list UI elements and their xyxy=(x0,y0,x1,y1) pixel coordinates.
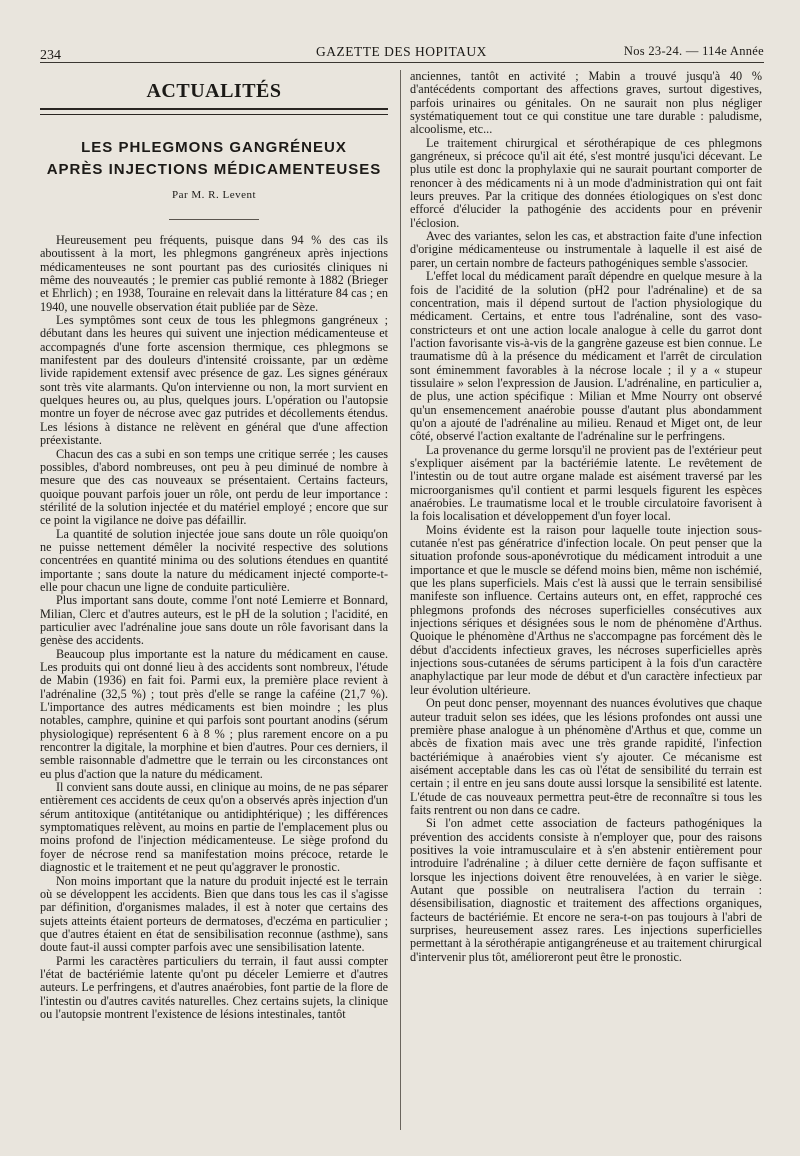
journal-title: GAZETTE DES HOPITAUX xyxy=(316,44,487,59)
section-rule xyxy=(40,108,388,115)
paragraph: anciennes, tantôt en activité ; Mabin a trouvé jusqu'à 40 % d'antécédents comportant des affections graves, surtout digestives, parfois urinaires ou génitales. On ne saurait non plus négliger systématiquement tout ce qui constitue une tare durable : paludisme, alcoolisme, etc... xyxy=(410,69,762,137)
left-column-text xyxy=(40,234,388,1021)
paragraph: Beaucoup plus importante est la nature du médicament en cause. Les produits qui ont donné lieu à des accidents sont nombreux, l'étude de Mabin (1936) en fait foi. Parmi eux, la première place revient à l'adrénaline (32,5 %) ; tout près d'elle se range la caféine (21,7 %). L'importance des autres médicaments est bien moindre ; les plus notables, camphre, quinine et qui parfois sont pourtant anodins (sérum physiologique) représentent 6 à 8 % ; plus rarement encore on a pu rencontrer la digitale, la morphine et bien d'autres. Pour ces derniers, il semble raisonnable d'admettre que le terrain ou les circonstances ont eu plus d'action que la nature du médicament. xyxy=(40,646,388,781)
article-title-line-2: APRÈS INJECTIONS MÉDICAMENTEUSES xyxy=(46,161,382,178)
paragraph: Plus important sans doute, comme l'ont noté Lemierre et Bonnard, Milian, Clerc et d'autres auteurs, est le pH de la solution ; l'acidité, en particulier avec l'adrénaline joue sans doute un rôle favorisant dans la genèse des accidents. xyxy=(40,593,388,648)
paragraph: Heureusement peu fréquents, puisque dans 94 % des cas ils aboutissent à la mort, les phlegmons gangréneux après injections médicamenteuses ne sont pourtant pas des curiosités cliniques ni même des nouveautés ; le premier cas publié remonte à 1882 (Brieger et Ehrlich) ; en 1938, Touraine en relevait dans la littérature 84 cas ; en 1940, une nouvelle observation était publiée par de Sèze. xyxy=(40,233,388,314)
section-title: ACTUALITÉS xyxy=(146,80,282,102)
paragraph: La provenance du germe lorsqu'il ne provient pas de l'extérieur peut s'expliquer aisément par la bactériémie latente. Le revêtement de l'intestin ou de tout autre organe malade est aisément traversé par les microorganismes qu'il contient et parmi lesquels figurent les espèces anaérobies. Le traumatisme local et le trouble circulatoire favorisent à la fois localisation et développement d'un foyer local. xyxy=(410,442,762,524)
header-rule xyxy=(40,62,764,63)
page-number: 234 xyxy=(40,48,61,63)
paragraph: La quantité de solution injectée joue sans doute un rôle quoiqu'on ne puisse nettement démêler la nocivité respective des solutions concentrées en quantité minima ou des solutions étendues en quantité importante ; sans doute la nature du médicament injecté comporte-t-elle pour chacun une ligne de conduite particulière. xyxy=(40,526,388,594)
paragraph: Il convient sans doute aussi, en clinique au moins, de ne pas séparer entièrement ces accidents de ceux qu'on a observés après injection d'un sérum antitoxique (antitétanique ou antidiphtérique) ; les différences symptomatiques relèvent, au moins en partie de l'emplacement plus ou moins profond de l'injection médicamenteuse. Le siège profond du foyer de nécrose rend sa manifestation moins précoce, retarde le diagnostic et le traitement et ne peut qu'aggraver le pronostic. xyxy=(40,780,388,875)
issue-info: Nos 23-24. — 114e Année xyxy=(623,44,764,58)
paragraph: Le traitement chirurgical et sérothérapique de ces phlegmons gangréneux, si précoce qu'il ait été, s'est montré jusqu'ici décevant. Le plus utile est donc la prophylaxie qui ne saurait pourtant comporter de renoncer à des médicaments ni à un mode d'administration qui ont fait leurs preuves. Par la critique des données étiologiques on s'est donc efforcé d'élucider la pathogénie des accidents pour en prévenir l'éclosion. xyxy=(410,135,762,230)
left-column xyxy=(40,70,388,1021)
paragraph: Si l'on admet cette association de facteurs pathogéniques la prévention des accidents consiste à n'employer que, pour des raisons positives la voie intramusculaire et à s'en abstenir entièrement pour introduire l'adrénaline ; à diluer cette dernière de façon suffisante et lorsque les injections doivent être renouvelées, à en varier le siège. Autant que possible on neutralisera l'action du terrain : désensibilisation, diagnostic et traitement des affections organiques, facteurs de bactériémie. Et encore ne sera-t-on pas toujours à l'abri de surprises, heureusement assez rares. Les injections superficielles permettant à la sérothérapie antigangréneuse et au traitement chirurgical d'intervenir plus tôt, amélioreront peut être le pronostic. xyxy=(410,816,762,964)
paragraph: On peut donc penser, moyennant des nuances évolutives que chaque auteur traduit selon ses idées, que les lésions profondes ont aussi une première phase analogue à un phénomène d'Arthus et que, comme un abcès de fixation mais avec une très grande rapidité, l'infection bactériémique à anaérobies vient s'y ajouter. Ce mécanisme est aisément acceptable dans les cas où l'état de sensibilité du terrain est certain ; il entre en jeu sans doute aussi lorsque la sensibilité est latente. L'étude de cas nouveaux permettra peut-être de reconnaître si tous les faits rentrent ou non dans ce cadre. xyxy=(410,696,762,817)
byline: Par M. R. Levent xyxy=(171,189,257,201)
article-title xyxy=(40,137,388,181)
right-column-text xyxy=(410,70,762,964)
paragraph: Non moins important que la nature du produit injecté est le terrain où se développent les accidents. Bien que dans tous les cas il s'agisse par définition, d'organismes malades, il est à noter que certains des sujets atteints étaient porteurs de dermatoses, d'eczéma en particulier ; que d'autres étaient en état de sensibilisation reconnue (asthme), sans doute faut-il aussi compter parfois avec une sensibilisation latente. xyxy=(40,873,388,955)
paragraph: Les symptômes sont ceux de tous les phlegmons gangréneux ; débutant dans les heures qui suivent une injection médicamenteuse et accompagnés d'une forte ascension thermique, ces phlegmons se manifestent par des douleurs d'intensité croissante, par un œdème livide rapidement extensif avec présence de gaz. Les signes généraux sont très vite alarmants. Qu'on intervienne ou non, la mort survient en quelques heures ou, au plus, quelques jours. L'opération ou l'autopsie montre un foyer de nécrose avec gaz putrides et décollements étendus. Les lésions à distance ne relèvent en général que d'une affection préexistante. xyxy=(40,313,388,448)
article-title-line-1: LES PHLEGMONS GANGRÉNEUX xyxy=(81,139,347,156)
paragraph: Avec des variantes, selon les cas, et abstraction faite d'une infection d'origine médicamenteuse ou instrumentale à laquelle il est aisé de parer, un certain nombre de facteurs pathogéniques semble s'associer. xyxy=(410,229,762,270)
right-column xyxy=(410,70,762,964)
byline-rule xyxy=(169,219,259,220)
paragraph: Chacun des cas a subi en son temps une critique serrée ; les causes possibles, d'abord nombreuses, ont peu à peu diminué de nombre à mesure que des cas nouveaux se présentaient. Certains facteurs, quoique pouvant parfois jouer un rôle, ont perdu de leur importance : stérilité de la solution injectée et du matériel employé ; encore que sur ce point la vigilance ne doive pas défaillir. xyxy=(40,446,388,528)
paragraph: L'effet local du médicament paraît dépendre en quelque mesure à la fois de l'acidité de la solution (pH2 pour l'adrénaline) et de sa concentration, mais il dépend surtout de l'action physiologique du médicament. Certains, et entre tous l'adrénaline, sont des vaso-constricteurs et ont une action locale analogue à celle du garrot dont l'action favorisante vis-à-vis de la gangrène gazeuse est bien connue. Le traumatisme dû à la présence du médicament et l'arrêt de circulation sont éminemment favorables à la nécrose locale ; il y a « stupeur tissulaire » selon l'expression de Jausion. L'adrénaline, en particulier a, de plus, une action spécifique : Milian et Mme Nourry ont observé qu'un ensemencement anaérobie pousse d'autant plus abondamment qu'on a ajouté de l'adrénaline au milieu. Renaud et Miget ont, de leur côté, observé l'action exaltante de l'adrénaline sur le perfringens. xyxy=(410,269,762,444)
running-header xyxy=(40,42,764,62)
paragraph: Parmi les caractères particuliers du terrain, il faut aussi compter l'état de bactériémie latente qu'ont pu déceler Lemierre et d'autres auteurs. Le perfringens, et d'autres anaérobies, font partie de la flore de l'intestin ou d'autres cavités naturelles. Chez certains sujets, la clinique ou l'autopsie montrent l'existence de lésions intestinales, tantôt xyxy=(40,953,388,1021)
column-divider xyxy=(400,70,401,1130)
paragraph: Moins évidente est la raison pour laquelle toute injection sous-cutanée n'est pas génératrice d'infection locale. On peut penser que la situation profonde sous-aponévrotique du médicament introduit a une importance et que le muscle se défend moins bien, même non ischémié, que les plans superficiels. Mais c'est là aussi que le terrain sensibilisé manifeste son influence. Certains auteurs ont, en effet, rapproché ces phlegmons profonds des nécroses superficielles consécutives aux injections sériques et désignées sous le nom de phénomène d'Arthus. Quoique le phénomène d'Arthus ne s'accompagne pas forcément dès le début d'accidents infectieux graves, les nécroses superficielles après injections sous-cutanées de sérums participent à la fois d'un caractère anaphylactique par leur mode de début et d'un caractère infectieux par leur évolution ultérieure. xyxy=(410,522,762,697)
